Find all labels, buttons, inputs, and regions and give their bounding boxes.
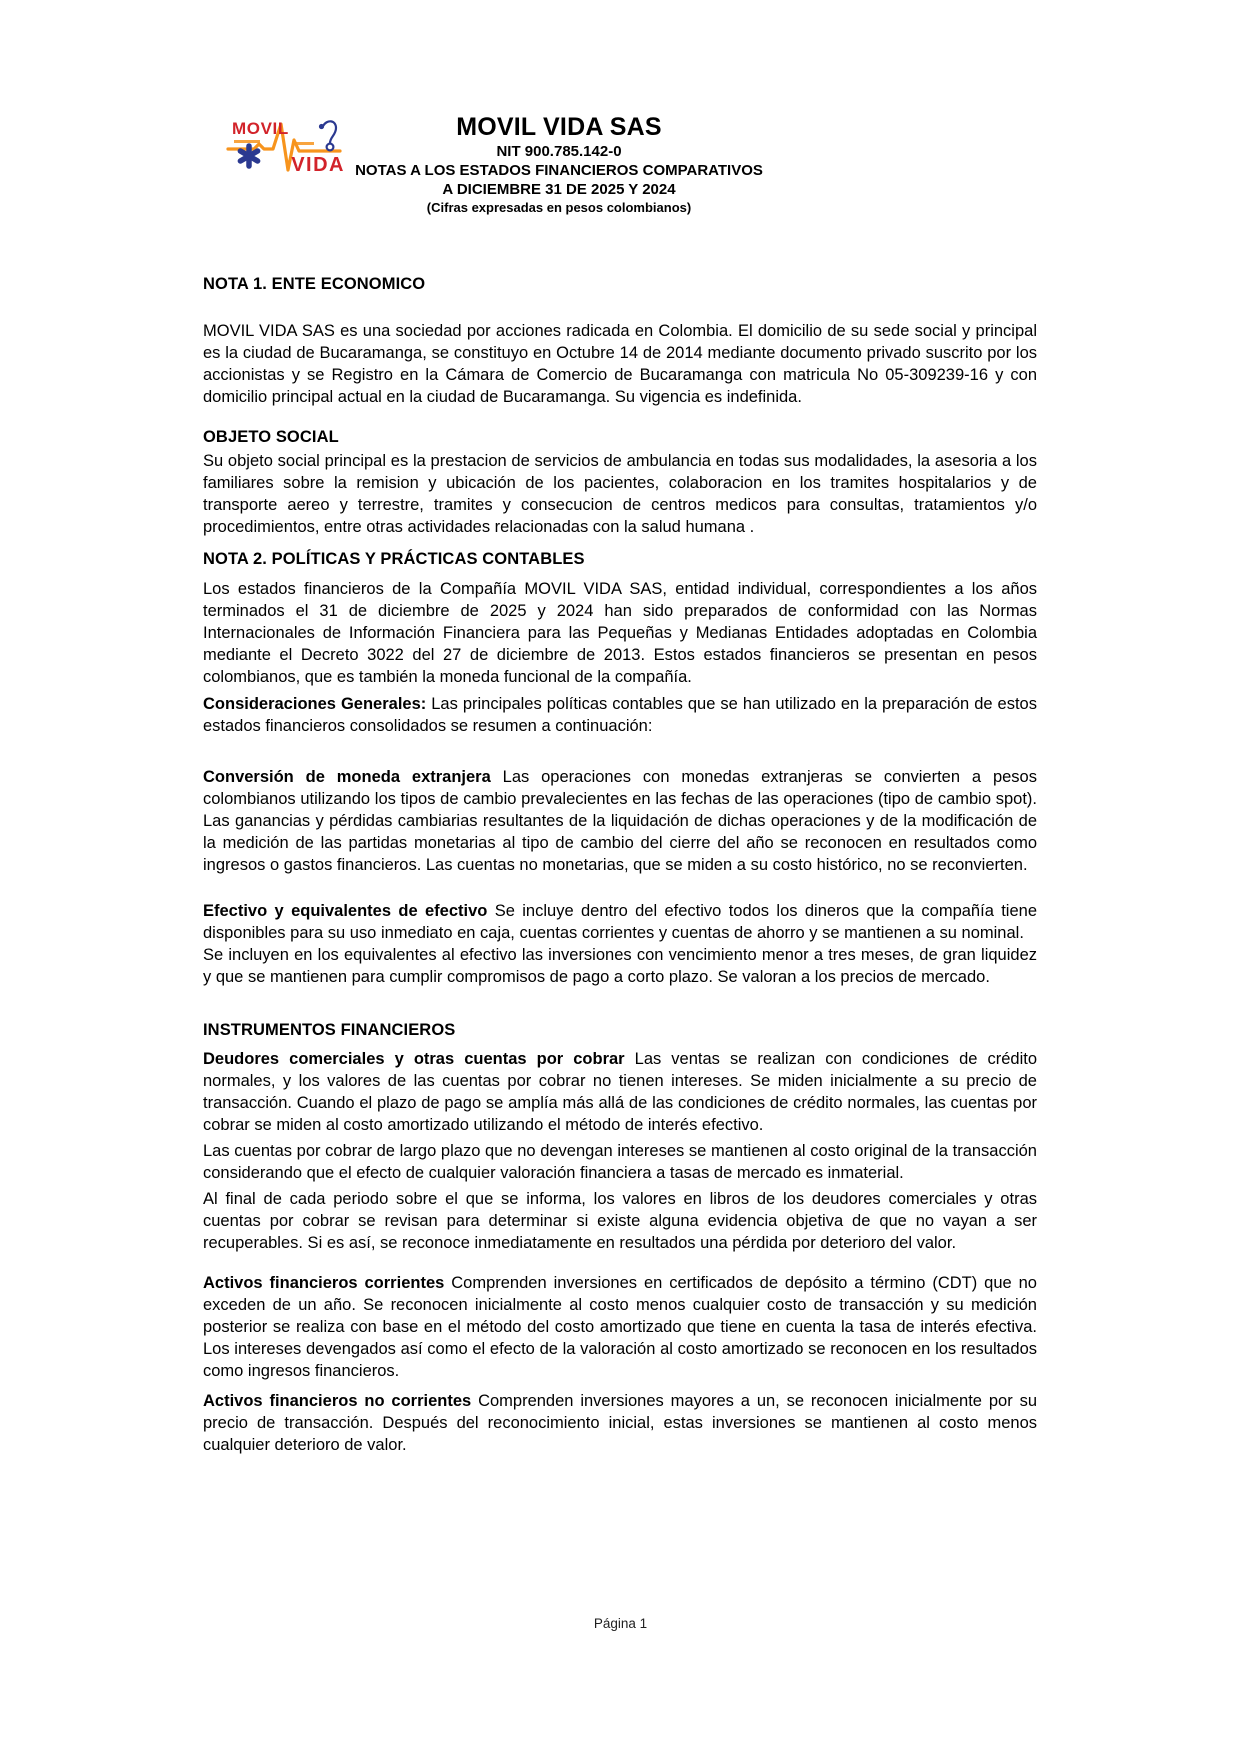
nota-1-heading: NOTA 1. ENTE ECONOMICO [203,275,426,293]
activos-financieros-no-corrientes-paragraph: Activos financieros no corrientes Comprenden inversiones mayores a un, se reconocen inicialmente por su precio de transacción. Después del reconocimiento inicial, estas inversiones se mantienen al costo menos cualquier deterioro de valor. [203,1392,1037,1454]
company-nit: NIT 900.785.142-0 [496,143,622,160]
instrumentos-financieros-heading: INSTRUMENTOS FINANCIEROS [203,1021,456,1039]
paragraph-lead: Activos financieros corrientes [203,1274,452,1292]
document-subtitle: NOTAS A LOS ESTADOS FINANCIEROS COMPARATIVOS [355,162,763,179]
page-number: Página 1 [593,1616,648,1631]
paragraph-lead: Activos financieros no corrientes [203,1392,479,1410]
nota-1-paragraph: MOVIL VIDA SAS es una sociedad por acciones radicada en Colombia. El domicilio de su sede social y principal es la ciudad de Bucaramanga, se constituyo en Octubre 14 de 2014 mediante documento privado suscrito por los accionistas y se Registro en la Cámara de Comercio de Bucaramanga con matricula No 05-309239-16 y con domicilio principal actual en la ciudad de Bucaramanga. Su vigencia es indefinida. [203,322,1037,406]
paragraph-lead: Consideraciones Generales: [203,695,432,713]
cuentas-largo-plazo-paragraph: Las cuentas por cobrar de largo plazo que no devengan intereses se mantienen al costo original de la transacción considerando que el efecto de cualquier valoración financiera a tasas de mercado es inmaterial. [203,1142,1037,1182]
consideraciones-generales-paragraph: Consideraciones Generales: Las principales políticas contables que se han utilizado en la preparación de estos estados financieros consolidados se resumen a continuación: [203,695,1037,735]
currency-note: (Cifras expresadas en pesos colombianos) [426,200,692,215]
nota-2-paragraph: Los estados financieros de la Compañía MOVIL VIDA SAS, entidad individual, correspondientes a los años terminados el 31 de diciembre de 2025 y 2024 han sido preparados de conformidad con las Normas Internacionales de Información Financiera para las Pequeñas y Medianas Entidades adoptadas en Colombia mediante el Decreto 3022 del 27 de diciembre de 2013. Estos estados financieros se presentan en pesos colombianos, que es también la moneda funcional de la compañía. [203,580,1037,686]
objeto-social-paragraph: Su objeto social principal es la prestacion de servicios de ambulancia en todas sus modalidades, la asesoria a los familiares sobre la remision y ubicación de los pacientes, colaboracion en los tramites hospitalarios y de transporte aereo y terrestre, tramites y consecucion de centros medicos para consultas, tratamientos y/o procedimientos, entre otras actividades relacionadas con la salud humana . [203,452,1037,536]
efectivo-equivalentes-paragraph: Efectivo y equivalentes de efectivo Se incluye dentro del efectivo todos los dineros que la compañía tiene disponibles para su uso inmediato en caja, cuentas corrientes y cuentas de ahorro y se mantienen a su nominal. Se incluyen en los equivalentes al efectivo las inversiones con vencimiento menor a tres meses, de gran liquidez y que se mantienen para cumplir compromisos de pago a corto plazo. Se valoran a los precios de mercado. [203,902,1038,986]
conversion-moneda-extranjera-paragraph: Conversión de moneda extranjera Las operaciones con monedas extranjeras se convierten a pesos colombianos utilizando los tipos de cambio prevalecientes en las fechas de las operaciones (tipo de cambio spot). Las ganancias y pérdidas cambiarias resultantes de la liquidación de dichas operaciones y de la modificación de la medición de las partidas monetarias al tipo de cambio del cierre del año se reconocen en resultados como ingresos o gastos financieros. Las cuentas no monetarias, que se miden a su costo histórico, no se reconvierten. [203,768,1037,874]
paragraph-lead: Conversión de moneda extranjera [203,768,503,786]
final-de-periodo-paragraph: Al final de cada periodo sobre el que se informa, los valores en libros de los deudores comerciales y otras cuentas por cobrar se revisan para determinar si existe alguna evidencia objetiva de que no vayan a ser recuperables. Si es así, se reconoce inmediatamente en resultados una pérdida por deterioro del valor. [203,1190,1037,1252]
logo-word-vida: VIDA [291,154,345,176]
deudores-comerciales-paragraph: Deudores comerciales y otras cuentas por cobrar Las ventas se realizan con condiciones de crédito normales, y los valores de las cuentas por cobrar no tienen intereses. Se miden inicialmente a su precio de transacción. Cuando el plazo de pago se amplía más allá de las condiciones de crédito normales, las cuentas por cobrar se miden al costo amortizado utilizando el método de interés efectivo. [203,1050,1038,1134]
paragraph-lead: Deudores comerciales y otras cuentas por cobrar [203,1050,635,1068]
document-header [203,112,915,217]
document-date-line: A DICIEMBRE 31 DE 2025 Y 2024 [442,181,676,198]
activos-financieros-corrientes-paragraph: Activos financieros corrientes Comprenden inversiones en certificados de depósito a término (CDT) que no exceden de un año. Se reconocen inicialmente al costo menos cualquier costo de transacción y su medición posterior se realiza con base en el método del costo amortizado que tiene en cuenta la tasa de interés efectiva. Los intereses devengados así como el efecto de la valoración al costo amortizado se reconocen en los resultados como ingresos financieros. [203,1274,1037,1380]
objeto-social-heading: OBJETO SOCIAL [203,428,339,446]
nota-2-heading: NOTA 2. POLÍTICAS Y PRÁCTICAS CONTABLES [203,550,585,568]
logo-word-movil: MOVIL [232,119,289,138]
paragraph-lead: Efectivo y equivalentes de efectivo [203,902,495,920]
company-title: MOVIL VIDA SAS [456,113,662,141]
